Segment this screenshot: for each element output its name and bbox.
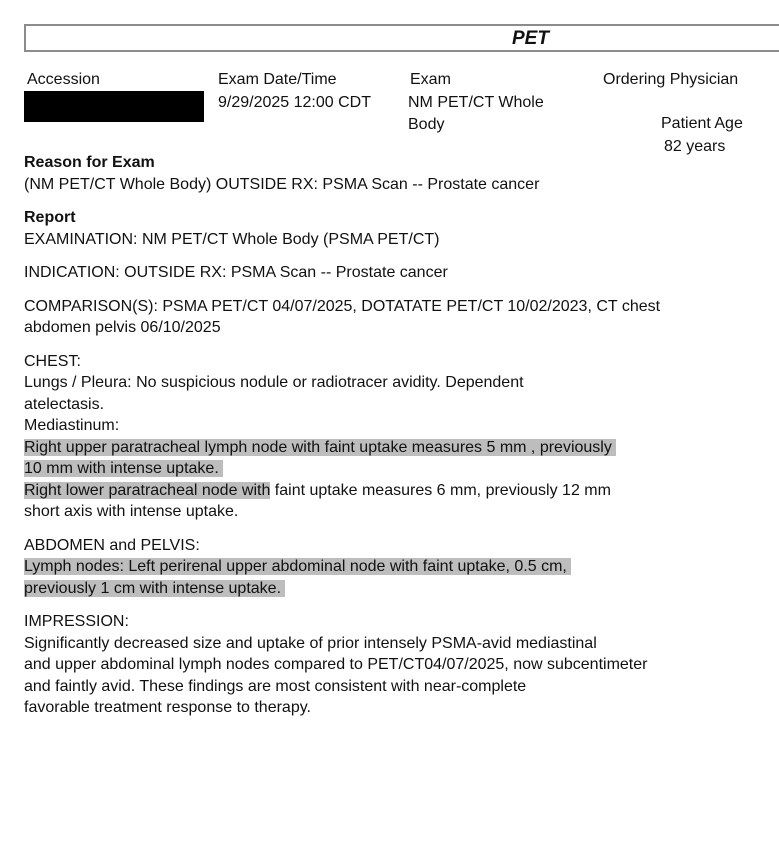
lymph-nodes-line-2: previously 1 cm with intense uptake.	[24, 580, 285, 597]
report-label: Report	[24, 209, 76, 226]
abdomen-section	[24, 535, 764, 600]
comparison-line-2: abdomen pelvis 06/10/2025	[24, 319, 221, 336]
comparison-line-1: COMPARISON(S): PSMA PET/CT 04/07/2025, DOTATATE PET/CT 10/02/2023, CT chest	[24, 297, 661, 315]
report-body	[24, 152, 764, 731]
right-lower-paratracheal-line-1: Right lower paratracheal node with faint uptake measures 6 mm, previously 12 mm	[24, 481, 611, 499]
reason-label: Reason for Exam	[24, 154, 155, 171]
page-title: PET	[512, 28, 549, 49]
exam-date-value: 9/29/2025 12:00 CDT	[218, 94, 371, 111]
indication-section	[24, 262, 764, 284]
lungs-line-2: atelectasis.	[24, 395, 105, 413]
right-upper-paratracheal-line-2: 10 mm with intense uptake.	[24, 460, 223, 477]
impression-line-1: Significantly decreased size and uptake of prior intensely PSMA-avid mediastinal	[24, 634, 597, 652]
patient-age-label: Patient Age	[661, 115, 743, 132]
chest-heading: CHEST:	[24, 352, 81, 370]
ordering-physician-label: Ordering Physician	[603, 71, 739, 88]
accession-label: Accession	[27, 71, 100, 88]
lungs-line-1: Lungs / Pleura: No suspicious nodule or radiotracer avidity. Dependent	[24, 374, 524, 391]
accession-redaction	[24, 91, 204, 122]
impression-heading: IMPRESSION:	[24, 613, 129, 630]
mediastinum-label: Mediastinum:	[24, 417, 120, 434]
exam-date-label: Exam Date/Time	[218, 71, 337, 88]
abdomen-heading: ABDOMEN and PELVIS:	[24, 536, 200, 554]
exam-value-line2: Body	[408, 116, 445, 133]
reason-section	[24, 152, 764, 195]
comparison-section	[24, 296, 764, 339]
title-bar	[24, 24, 779, 52]
examination-text: EXAMINATION: NM PET/CT Whole Body (PSMA PET/CT)	[24, 230, 440, 248]
lymph-nodes-line-1: Lymph nodes: Left perirenal upper abdominal node with faint uptake, 0.5 cm,	[24, 558, 571, 575]
exam-label: Exam	[410, 71, 451, 88]
impression-line-2: and upper abdominal lymph nodes compared to PET/CT04/07/2025, now subcentimeter	[24, 656, 648, 673]
report-section	[24, 207, 764, 250]
impression-section	[24, 611, 764, 719]
exam-value-line1: NM PET/CT Whole	[408, 94, 544, 111]
chest-section	[24, 351, 764, 523]
impression-line-4: favorable treatment response to therapy.	[24, 699, 311, 716]
patient-age-value: 82 years	[664, 138, 726, 155]
impression-line-3: and faintly avid. These findings are most consistent with near-complete	[24, 677, 527, 695]
indication-text: INDICATION: OUTSIDE RX: PSMA Scan -- Prostate cancer	[24, 264, 448, 281]
right-upper-paratracheal-line-1: Right upper paratracheal lymph node with faint uptake measures 5 mm , previously	[24, 439, 616, 456]
reason-text: (NM PET/CT Whole Body) OUTSIDE RX: PSMA Scan -- Prostate cancer	[24, 175, 540, 193]
right-lower-paratracheal-line-2: short axis with intense uptake.	[24, 503, 239, 520]
